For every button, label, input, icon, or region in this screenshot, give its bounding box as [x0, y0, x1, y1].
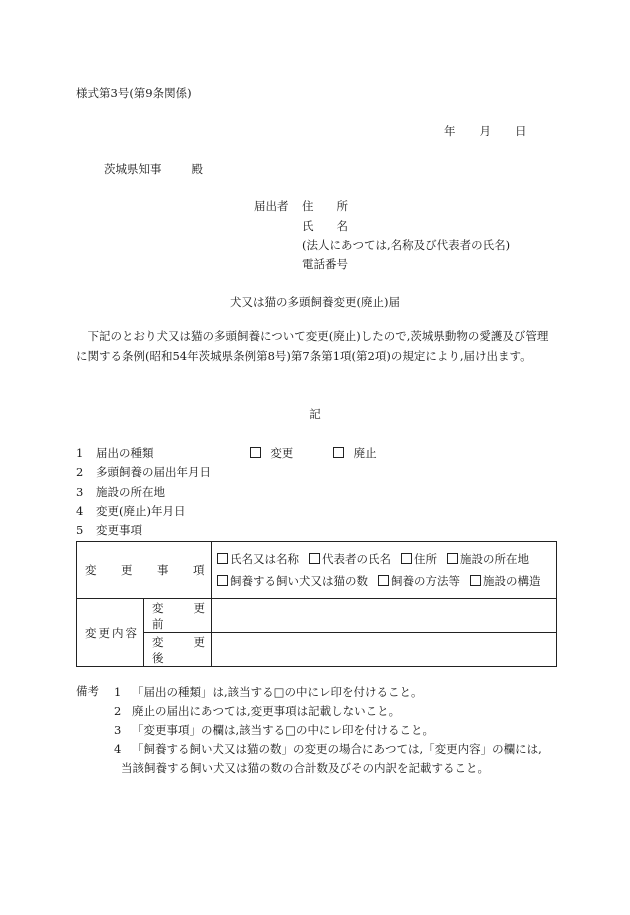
note-text: 「届出の種類」は,該当する□の中にレ印を付けること。 — [132, 685, 423, 699]
checkbox-icon[interactable] — [217, 553, 228, 564]
option-facility-location[interactable]: 施設の所在地 — [447, 552, 529, 566]
change-content-label: 変更内容 — [77, 599, 144, 667]
notes-label: 備考 — [76, 684, 99, 698]
item-number: 2 — [76, 465, 84, 480]
item-label: 変更事項 — [96, 523, 142, 538]
item-list — [76, 444, 377, 540]
checkbox-icon[interactable] — [217, 575, 228, 586]
checkbox-icon[interactable] — [378, 575, 389, 586]
option-abolish[interactable]: 廃止 — [333, 444, 376, 463]
option-name[interactable]: 氏名又は名称 — [217, 552, 299, 566]
note-number: 4 — [114, 742, 122, 756]
applicant-corporate-note: (法人にあつては,名称及び代表者の氏名) — [302, 238, 511, 252]
option-facility-structure[interactable]: 施設の構造 — [470, 574, 541, 588]
checkbox-icon[interactable] — [401, 553, 412, 564]
addressee-name: 茨城県知事 — [104, 162, 162, 176]
checkbox-icon[interactable] — [250, 447, 261, 458]
change-items-options — [212, 542, 557, 599]
options-line-1 — [217, 548, 551, 570]
document-title: 犬又は猫の多頭飼養変更(廃止)届 — [230, 295, 400, 309]
list-item — [76, 483, 377, 502]
item-number: 1 — [76, 446, 84, 460]
option-change[interactable]: 変更 — [250, 444, 293, 463]
checkbox-icon[interactable] — [309, 553, 320, 564]
list-item — [76, 521, 377, 540]
date-month-label: 月 — [479, 124, 491, 138]
note-text: 「飼養する飼い犬又は猫の数」の変更の場合にあつては,「変更内容」の欄には, — [132, 742, 542, 756]
table-row — [77, 542, 557, 599]
applicant-label: 届出者 — [254, 199, 289, 213]
form-number: 様式第3号(第9条関係) — [76, 86, 192, 100]
note-text: 廃止の届出にあつては,変更事項は記載しないこと。 — [132, 704, 401, 718]
checkbox-icon[interactable] — [333, 447, 344, 458]
options-line-2 — [217, 570, 551, 592]
addressee-honorific: 殿 — [191, 162, 203, 176]
table-row — [77, 599, 557, 633]
date-line — [444, 123, 527, 139]
addressee — [104, 161, 203, 177]
item-label: 変更(廃止)年月日 — [96, 503, 186, 518]
checkbox-icon[interactable] — [447, 553, 458, 564]
applicant-phone-label: 電話番号 — [302, 257, 348, 271]
option-representative[interactable]: 代表者の氏名 — [309, 552, 391, 566]
before-label: 変 更 前 — [144, 599, 212, 633]
after-label: 変 更 後 — [144, 633, 212, 667]
date-year-label: 年 — [444, 124, 456, 138]
table-row — [77, 633, 557, 667]
change-items-label: 変 更 事 項 — [77, 542, 212, 599]
item-label: 多頭飼養の届出年月日 — [96, 465, 211, 480]
option-care-method[interactable]: 飼養の方法等 — [378, 574, 460, 588]
item-number: 5 — [76, 523, 84, 538]
note-number: 3 — [114, 723, 122, 737]
after-input-cell[interactable] — [212, 633, 557, 667]
list-item — [76, 444, 377, 463]
item-number: 3 — [76, 484, 84, 499]
item-label: 届出の種類 — [96, 446, 154, 460]
list-item — [76, 463, 377, 482]
applicant-name-label: 氏 名 — [302, 219, 348, 233]
note-number: 2 — [114, 704, 122, 718]
item-number: 4 — [76, 503, 84, 518]
date-day-label: 日 — [515, 124, 527, 138]
checkbox-icon[interactable] — [470, 575, 481, 586]
before-input-cell[interactable] — [212, 599, 557, 633]
note-number: 1 — [114, 685, 122, 699]
note-continuation: 当該飼養する飼い犬又は猫の数の合計数及びその内訳を記載すること。 — [121, 761, 489, 775]
option-animal-count[interactable]: 飼養する飼い犬又は猫の数 — [217, 574, 368, 588]
list-item — [76, 502, 377, 521]
applicant-address-label: 住 所 — [302, 199, 348, 213]
item-label: 施設の所在地 — [96, 484, 165, 499]
ki-heading: 記 — [309, 407, 321, 421]
body-text: 下記のとおり犬又は猫の多頭飼養について変更(廃止)したので,茨城県動物の愛護及び管理に関する条例(昭和54年茨城県条例第8号)第7条第1項(第2項)の規定により,届け出ます。 — [76, 329, 549, 363]
note-text: 「変更事項」の欄は,該当する□の中にレ印を付けること。 — [132, 723, 435, 737]
change-table — [76, 541, 557, 667]
option-address[interactable]: 住所 — [401, 552, 437, 566]
